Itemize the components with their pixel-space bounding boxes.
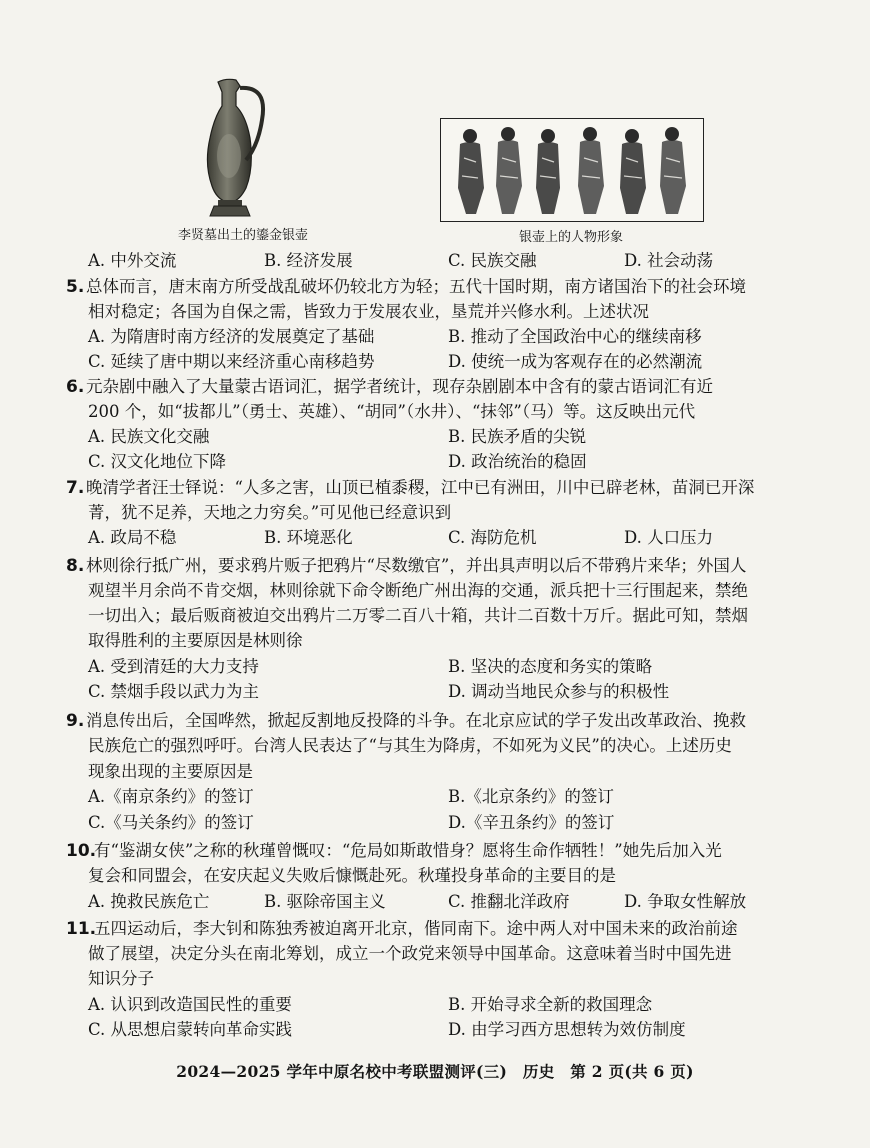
q5-number: 5. <box>66 277 85 297</box>
q7-option-b: B. 环境恶化 <box>264 528 353 547</box>
q10-stem-line-1: 有“鉴湖女侠”之称的秋瑾曾慨叹：“危局如斯敢惜身？愿将生命作牺牲！”她先后加入光 <box>94 841 722 860</box>
q11-stem-line-2: 做了展望，决定分头在南北筹划，成立一个政党来领导中国革命。这意味着当时中国先进 <box>88 944 732 963</box>
q8-option-b: B. 坚决的态度和务实的策略 <box>448 657 653 676</box>
figure-caption-figures: 银壶上的人物形象 <box>519 230 624 245</box>
q5-option-d: D. 使统一成为客观存在的必然潮流 <box>448 352 703 371</box>
q4-option-a: A. 中外交流 <box>88 251 177 270</box>
q6-option-c: C. 汉文化地位下降 <box>88 452 227 471</box>
q7-option-c: C. 海防危机 <box>448 528 537 547</box>
q11-stem-line-1: 五四运动后，李大钊和陈独秀被迫离开北京，偕同南下。途中两人对中国未来的政治前途 <box>94 919 738 938</box>
q9-number: 9. <box>66 711 85 731</box>
q8-stem-line-1: 林则徐行抵广州，要求鸦片贩子把鸦片“尽数缴官”，并出具声明以后不带鸦片来华；外国人 <box>86 556 747 575</box>
q6-stem-line-2: 200 个，如“拔都儿”（勇士、英雄）、“胡同”（水井）、“抹邻”（马）等。这反映出元代 <box>88 402 696 421</box>
q6-option-a: A. 民族文化交融 <box>88 427 210 446</box>
ewer-figures-image <box>440 118 704 222</box>
q6-number: 6. <box>66 377 85 397</box>
q8-stem-line-3: 一切出入；最后贩商被迫交出鸦片二万零二百八十箱，共计二百数十万斤。据此可知，禁烟 <box>88 606 748 625</box>
q9-option-b: B.《北京条约》的签订 <box>448 787 614 806</box>
q7-stem-line-1: 晚清学者汪士铎说：“人多之害，山顶已植黍稷，江中已有洲田，川中已辟老林，苗洞已开深 <box>86 478 755 497</box>
q10-option-a: A. 挽救民族危亡 <box>88 892 210 911</box>
q8-stem-line-2: 观望半月余尚不肯交烟，林则徐就下命令断绝广州出海的交通，派兵把十三行围起来，禁绝 <box>88 581 748 600</box>
q8-option-c: C. 禁烟手段以武力为主 <box>88 682 260 701</box>
q4-option-c: C. 民族交融 <box>448 251 537 270</box>
q10-number: 10. <box>66 841 97 861</box>
q7-number: 7. <box>66 478 85 498</box>
q5-option-c: C. 延续了唐中期以来经济重心南移趋势 <box>88 352 375 371</box>
q9-stem-line-1: 消息传出后，全国哗然，掀起反割地反投降的斗争。在北京应试的学子发出改革政治、挽救 <box>86 711 746 730</box>
silver-ewer-image <box>196 76 276 222</box>
q5-option-b: B. 推动了全国政治中心的继续南移 <box>448 327 702 346</box>
q7-stem-line-2: 菁，犹不足养，天地之力穷矣。”可见他已经意识到 <box>88 503 452 522</box>
q11-option-b: B. 开始寻求全新的救国理念 <box>448 995 653 1014</box>
q5-stem-line-1: 总体而言，唐末南方所受战乱破坏仍较北方为轻；五代十国时期，南方诸国治下的社会环境 <box>86 277 746 296</box>
q4-option-b: B. 经济发展 <box>264 251 353 270</box>
q9-option-c: C.《马关条约》的签订 <box>88 813 254 832</box>
q10-option-d: D. 争取女性解放 <box>624 892 747 911</box>
q7-option-a: A. 政局不稳 <box>88 528 177 547</box>
q10-stem-line-2: 复会和同盟会，在安庆起义失败后慷慨赴死。秋瑾投身革命的主要目的是 <box>88 866 616 885</box>
q9-stem-line-2: 民族危亡的强烈呼吁。台湾人民表达了“与其生为降虏，不如死为义民”的决心。上述历史 <box>88 736 732 755</box>
q9-option-a: A.《南京条约》的签订 <box>88 787 254 806</box>
q5-stem-line-2: 相对稳定；各国为自保之需，皆致力于发展农业，垦荒并兴修水利。上述状况 <box>88 302 649 321</box>
q4-option-d: D. 社会动荡 <box>624 251 714 270</box>
q11-option-a: A. 认识到改造国民性的重要 <box>88 995 292 1014</box>
q8-stem-line-4: 取得胜利的主要原因是林则徐 <box>88 631 303 650</box>
q10-option-b: B. 驱除帝国主义 <box>264 892 386 911</box>
q11-option-d: D. 由学习西方思想转为效仿制度 <box>448 1020 686 1039</box>
q6-stem-line-1: 元杂剧中融入了大量蒙古语词汇，据学者统计，现存杂剧剧本中含有的蒙古语词汇有近 <box>86 377 713 396</box>
q6-option-d: D. 政治统治的稳固 <box>448 452 587 471</box>
q5-option-a: A. 为隋唐时南方经济的发展奠定了基础 <box>88 327 375 346</box>
q7-option-d: D. 人口压力 <box>624 528 714 547</box>
q8-option-d: D. 调动当地民众参与的积极性 <box>448 682 670 701</box>
q8-option-a: A. 受到清廷的大力支持 <box>88 657 259 676</box>
q11-option-c: C. 从思想启蒙转向革命实践 <box>88 1020 293 1039</box>
q9-stem-line-3: 现象出现的主要原因是 <box>88 762 253 781</box>
figure-caption-ewer: 李贤墓出土的鎏金银壶 <box>178 228 309 243</box>
q9-option-d: D.《辛丑条约》的签订 <box>448 813 615 832</box>
page-footer: 2024—2025 学年中原名校中考联盟测评(三) 历史 第 2 页(共 6 页) <box>176 1062 694 1081</box>
q8-number: 8. <box>66 556 85 576</box>
q10-option-c: C. 推翻北洋政府 <box>448 892 570 911</box>
q6-option-b: B. 民族矛盾的尖锐 <box>448 427 587 446</box>
q11-number: 11. <box>66 919 97 939</box>
q11-stem-line-3: 知识分子 <box>88 969 154 988</box>
